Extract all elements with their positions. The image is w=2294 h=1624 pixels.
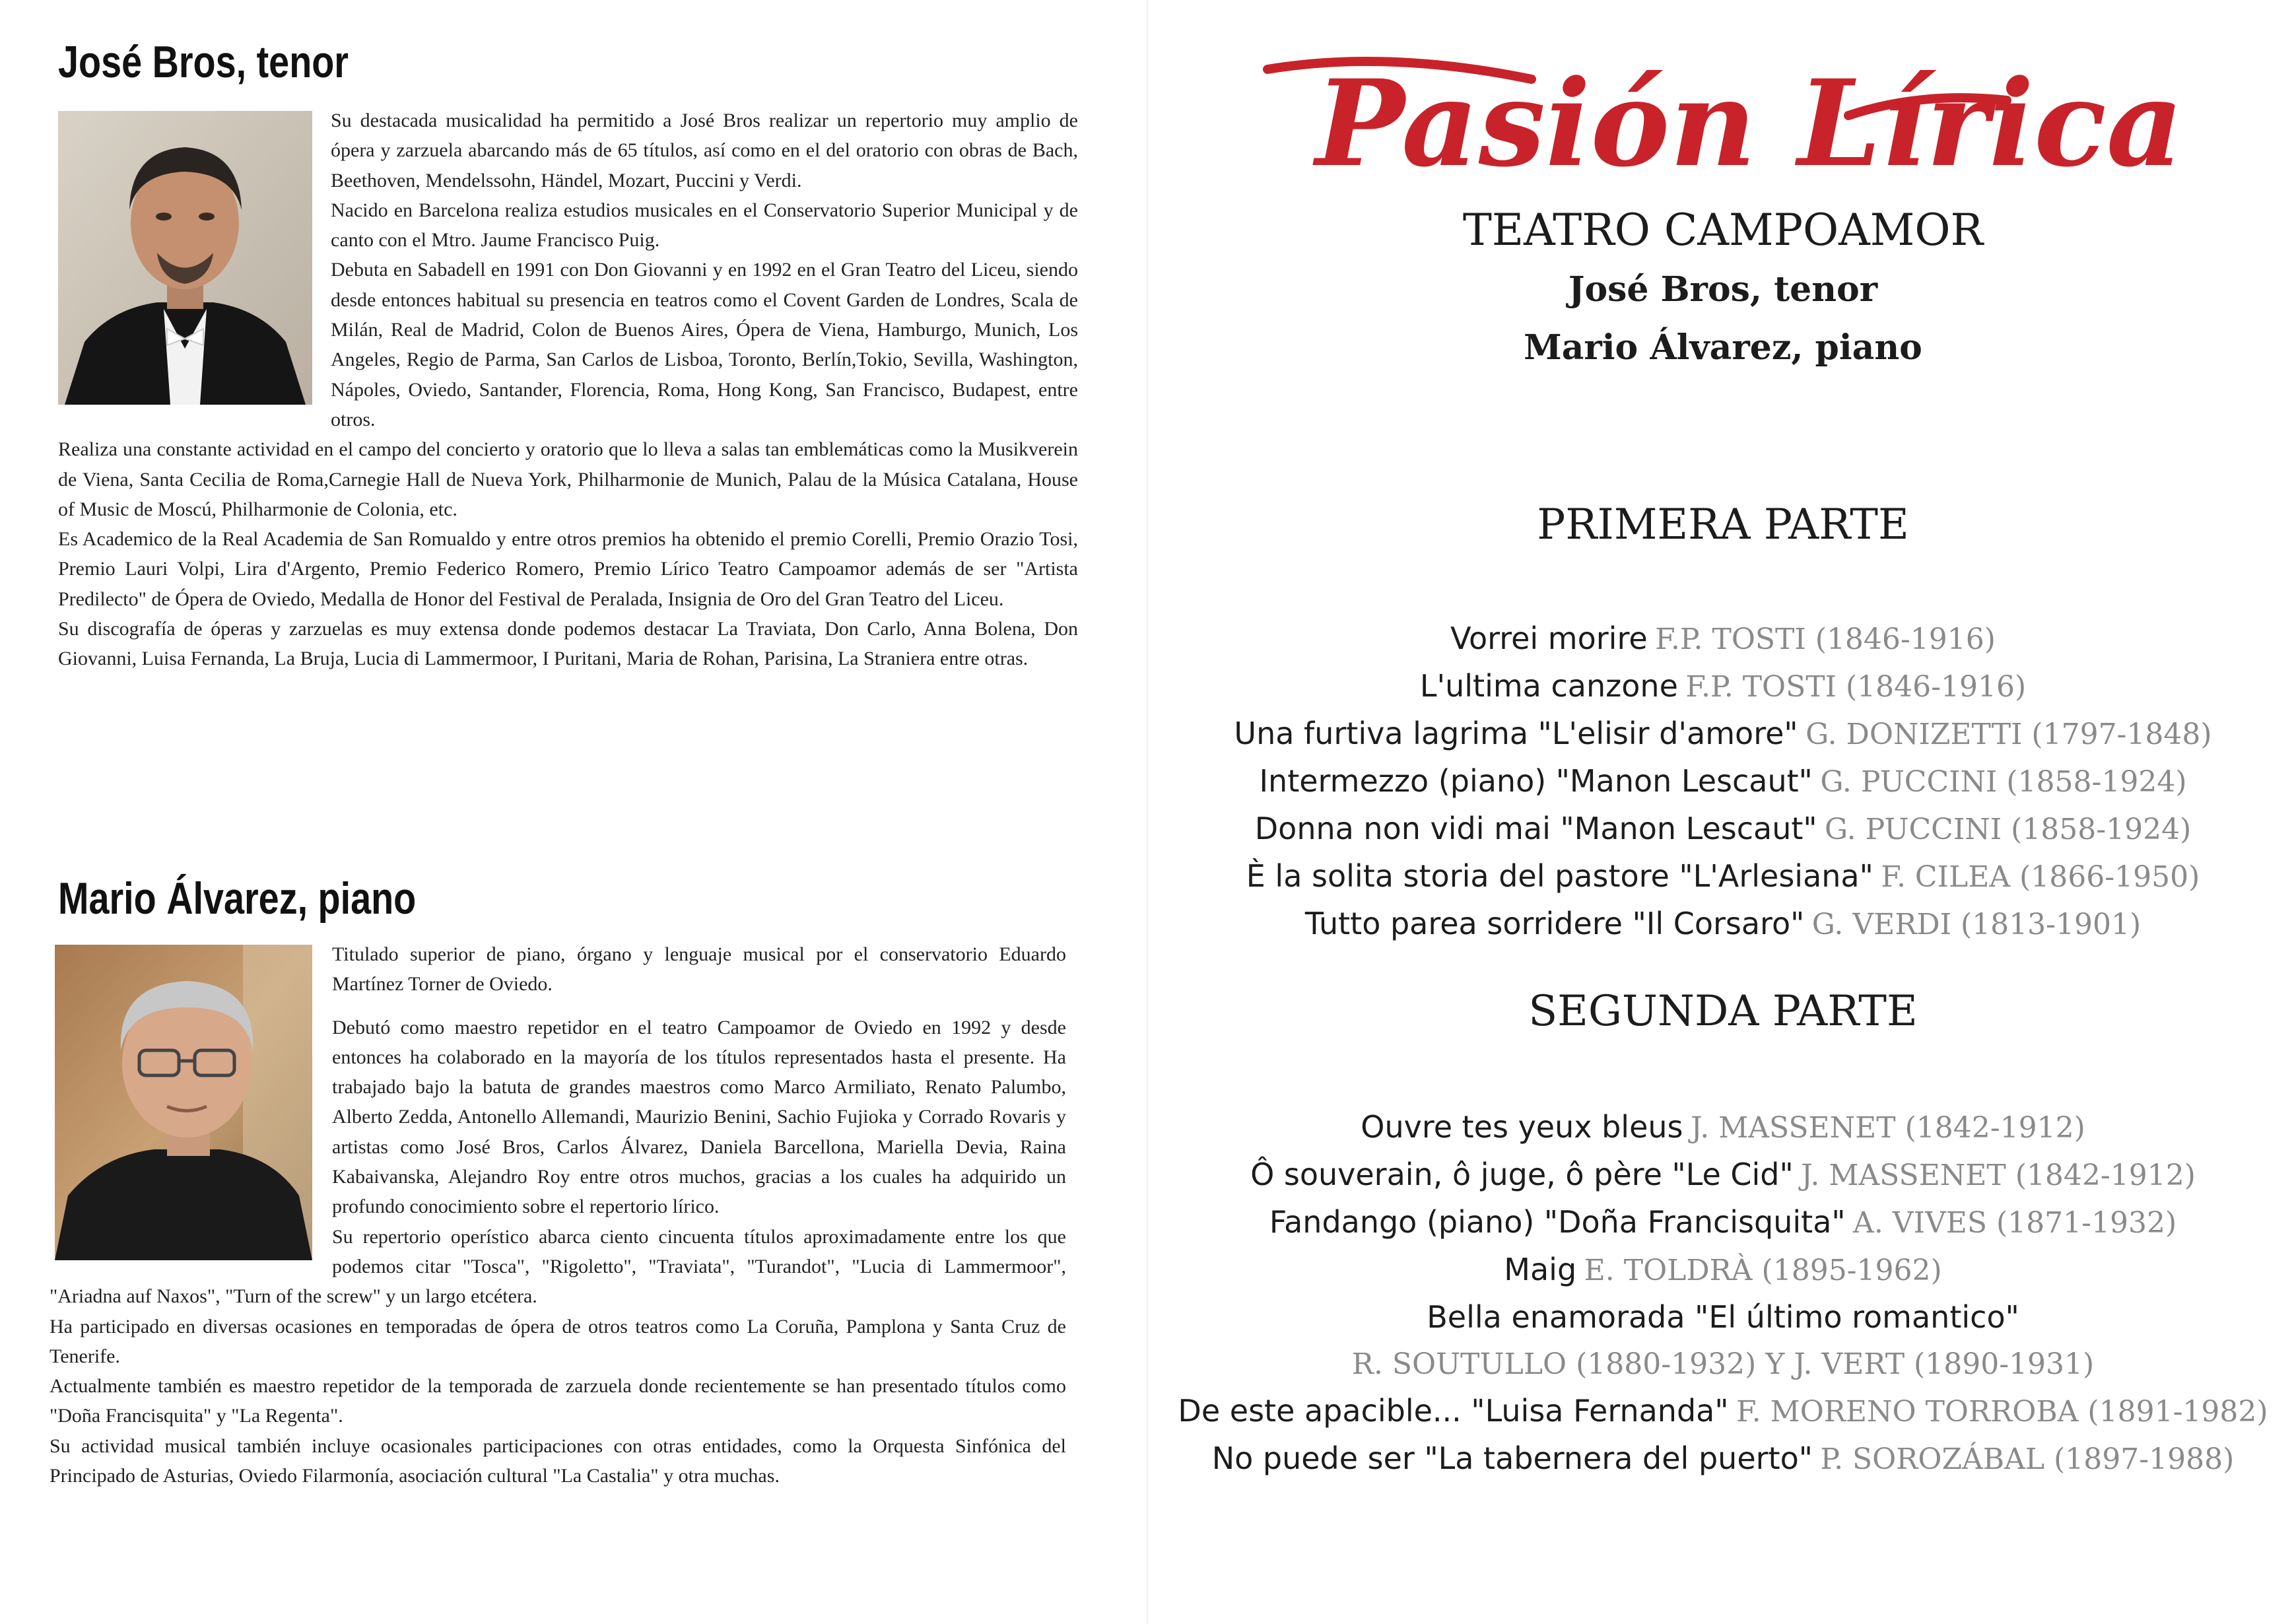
bros-paragraph-6: Su discografía de óperas y zarzuelas es muy extensa donde podemos destacar La Traviata, Don Carlo, Anna Bolena, Don Giovanni, Luisa Fernanda, La Bruja, Lucia di Lammermoor, I Puritani, Maria de Rohan, Parisina, La Straniera entre otras. (58, 618, 1078, 670)
composer: G. PUCCINI (1858-1924) (1820, 765, 2187, 799)
bros-paragraph-1: Su destacada musicalidad ha permitido a José Bros realizar un repertorio muy amplio de ópera y zarzuela abarcando más de 65 títulos, así como en el del oratorio con obras de Bach, Beethoven, Mendelssohn, Händel, Mozart, Puccini y Verdi. (331, 110, 1078, 191)
part2-heading: SEGUNDA PARTE (1528, 987, 1918, 1036)
composer: J. MASSENET (1842-1912) (1801, 1159, 2196, 1192)
work-title: Ô souverain, ô juge, ô père "Le Cid" (1250, 1157, 1794, 1192)
alvarez-heading: Mario Álvarez, piano (58, 873, 417, 924)
venue: TEATRO CAMPOAMOR (1462, 205, 1984, 255)
program-item (1152, 853, 2294, 900)
composer: A. VIVES (1871-1932) (1853, 1206, 2177, 1240)
page-fold (1147, 0, 1148, 1624)
composer: G. DONIZETTI (1797-1848) (1805, 718, 2212, 751)
alvarez-paragraph-6: Su actividad musical también incluye ocasionales participaciones con otras entidades, como la Orquesta Sinfónica del Principado de Asturias, Oviedo Filarmonía, asociación cultural "La Castalia" y otra muchas. (50, 1435, 1066, 1487)
composer: E. TOLDRÀ (1895-1962) (1584, 1254, 1942, 1287)
program-item (1152, 758, 2294, 805)
alvarez-photo (55, 945, 312, 1260)
work-title: È la solita storia del pastore "L'Arlesiana" (1246, 858, 1873, 894)
program-item (1152, 615, 2294, 663)
composer: J. MASSENET (1842-1912) (1691, 1111, 2085, 1145)
work-title: De este apacible... "Luisa Fernanda" (1178, 1393, 1729, 1429)
composer: F.P. TOSTI (1846-1916) (1655, 623, 1996, 656)
composer: G. PUCCINI (1858-1924) (1825, 813, 2192, 846)
bros-heading: José Bros, tenor (58, 37, 349, 87)
program-item (1152, 1341, 2294, 1388)
work-title: Vorrei morire (1450, 621, 1648, 656)
alvarez-paragraph-1: Titulado superior de piano, órgano y lenguaje musical por el conservatorio Eduardo Martínez Torner de Oviedo. (332, 943, 1066, 996)
bros-paragraph-2: Nacido en Barcelona realiza estudios musicales en el Conservatorio Superior Municipal y de canto con el Mtro. Jaume Francisco Puig. (331, 199, 1078, 252)
bros-paragraph-3: Debuta en Sabadell en 1991 con Don Giovanni y en 1992 en el Gran Teatro del Liceu, siendo desde entonces habitual su presencia en teatros como el Covent Garden de Londres, Scala de Milán, Real de Madrid, Colon de Buenos Aires, Ópera de Viena, Hamburgo, Munich, Los Angeles, Regio de Parma, San Carlos de Lisboa, Toronto, Berlín,Tokio, Sevilla, Washington, Nápoles, Oviedo, Santander, Florencia, Roma, Hong Kong, San Francisco, Budapest, entre otros. (331, 259, 1078, 430)
bros-portrait-image (58, 111, 312, 405)
alvarez-paragraph-5: Actualmente también es maestro repetidor de la temporada de zarzuela donde recientemente se han presentado títulos como "Doña Francisquita" y "La Regenta". (50, 1375, 1066, 1427)
left-page (0, 0, 1142, 1624)
performer-1: José Bros, tenor (1568, 269, 1878, 310)
bros-paragraph-5: Es Academico de la Real Academia de San Romualdo y entre otros premios ha obtenido el premio Corelli, Premio Orazio Tosi, Premio Lauri Volpi, Lira d'Argento, Premio Federico Romero, Premio Lírico Teatro Campoamor además de ser "Artista Predilecto" de Ópera de Oviedo, Medalla de Honor del Festival de Peralada, Insignia de Oro del Gran Teatro del Liceu. (58, 528, 1078, 610)
work-title: Intermezzo (piano) "Manon Lescaut" (1259, 763, 1813, 799)
program-item (1152, 710, 2294, 758)
composer: R. SOUTULLO (1880-1932) Y J. VERT (1890-1931) (1351, 1347, 2095, 1381)
composer: P. SOROZÁBAL (1897-1988) (1820, 1442, 2235, 1476)
composer: F. CILEA (1866-1950) (1881, 860, 2200, 894)
composer: G. VERDI (1813-1901) (1811, 908, 2142, 941)
program-item (1152, 1435, 2294, 1483)
work-title: Bella enamorada "El último romantico" (1427, 1299, 2019, 1335)
bros-bio (58, 106, 1078, 674)
work-title: L'ultima canzone (1419, 668, 1678, 704)
program-item (1152, 900, 2294, 948)
work-title: Donna non vidi mai "Manon Lescaut" (1254, 811, 1817, 846)
title-text: Pasión Lírica (1315, 54, 2184, 191)
bros-paragraph-4: Realiza una constante actividad en el campo del concierto y oratorio que lo lleva a salas tan emblemáticas como la Musikverein de Viena, Santa Cecilia de Roma,Carnegie Hall de Nueva York, Philharmonie de Munich, Palau de la Música Catalana, House of Music de Moscú, Philharmonie de Colonia, etc. (58, 438, 1078, 520)
alvarez-paragraph-2: Debutó como maestro repetidor en el teatro Campoamor de Oviedo en 1992 y desde entonces ha colaborado en la mayoría de los títulos representados hasta el presente. Ha trabajado bajo la batuta de grandes maestros como Marco Armiliato, Renato Palumbo, Alberto Zedda, Antonello Allemandi, Maurizio Benini, Sachio Fujioka y Corrado Rovaris y artistas como José Bros, Carlos Álvarez, Daniela Barcellona, Mariella Devia, Raina Kabaivanska, Alejandro Roy entre otros muchos, gracias a los cuales ha adquirido un profundo conocimiento sobre el repertorio lírico. (332, 1016, 1066, 1218)
performer-2: Mario Álvarez, piano (1524, 327, 1922, 368)
work-title: Tutto parea sorridere "Il Corsaro" (1304, 906, 1805, 941)
work-title: Fandango (piano) "Doña Francisquita" (1269, 1204, 1846, 1240)
work-title: No puede ser "La tabernera del puerto" (1211, 1440, 1813, 1476)
program-item (1152, 663, 2294, 710)
work-title: Una furtiva lagrima "L'elisir d'amore" (1234, 716, 1798, 751)
program-item (1152, 805, 2294, 853)
alvarez-bio (50, 939, 1066, 1491)
alvarez-paragraph-3: Su repertorio operístico abarca ciento cincuenta títulos aproximadamente entre los que podemos citar "Tosca", "Rigoletto", "Traviata", "Turandot", "Lucia di Lammermoor", "Ariadna auf Naxos", "Turn of the screw" y un largo etcétera. (50, 1225, 1066, 1308)
work-title: Maig (1504, 1252, 1577, 1287)
composer: F.P. TOSTI (1846-1916) (1685, 670, 2027, 704)
part2-program (1152, 1104, 2294, 1483)
program-item (1152, 1104, 2294, 1151)
alvarez-paragraph-4: Ha participado en diversas ocasiones en temporadas de ópera de otros teatros como La Coruña, Pamplona y Santa Cruz de Tenerife. (50, 1315, 1066, 1367)
composer: F. MORENO TORROBA (1891-1982) (1736, 1395, 2268, 1429)
part1-program (1152, 615, 2294, 948)
part1-heading: PRIMERA PARTE (1537, 500, 1909, 549)
pasion-lirica-title (1254, 40, 2244, 191)
bros-photo (58, 111, 312, 405)
program-item (1152, 1246, 2294, 1294)
program-item (1152, 1199, 2294, 1246)
program-item (1152, 1294, 2294, 1341)
program-item (1152, 1151, 2294, 1199)
alvarez-portrait-image (55, 945, 312, 1260)
program-item (1152, 1388, 2294, 1435)
right-page (1152, 0, 2294, 1624)
work-title: Ouvre tes yeux bleus (1361, 1109, 1683, 1145)
